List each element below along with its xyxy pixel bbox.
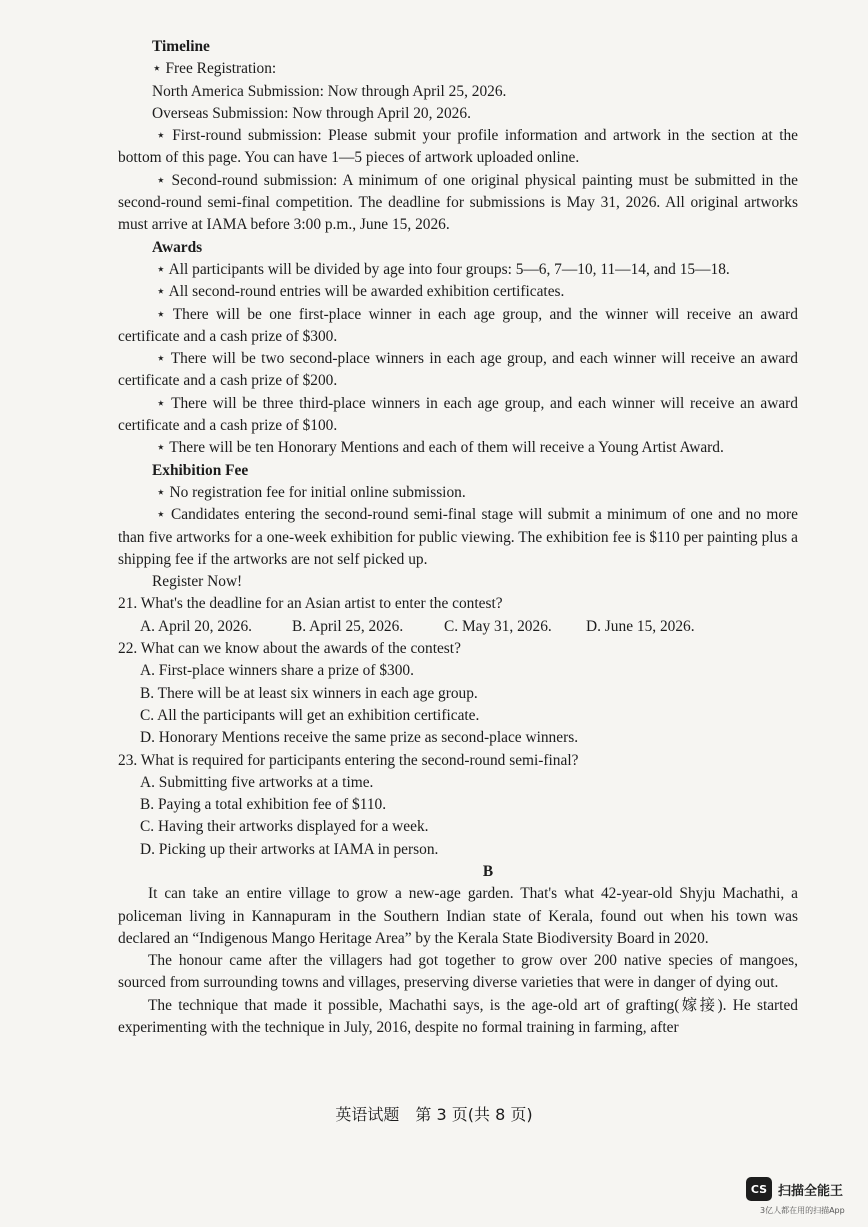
free-registration: ⋆ Free Registration: <box>152 60 277 78</box>
option-c[interactable]: C. All the participants will get an exhibition certificate. <box>140 706 480 724</box>
register-now: Register Now! <box>152 573 243 591</box>
option-d[interactable]: D. Honorary Mentions receive the same prize as second-place winners. <box>140 729 579 747</box>
awards-heading: Awards <box>152 238 203 256</box>
scanner-tagline: 3亿人都在用的扫描App <box>760 1206 845 1215</box>
award-item: ⋆ There will be two second-place winners in each age group, and each winner will receive an award certificate and a cash prize of $200. <box>118 350 798 390</box>
question-21-options <box>118 616 798 638</box>
passage-paragraph: The technique that made it possible, Machathi says, is the age-old art of grafting(嫁接). He started experimenting with the technique in July, 2016, despite no formal training in farming, after <box>118 996 798 1037</box>
option-b[interactable]: B. There will be at least six winners in each age group. <box>140 684 478 702</box>
candidates-text: ⋆ Candidates entering the second-round semi-final stage will submit a minimum of one and no more than five artworks for a one-week exhibition for public viewing. The exhibition fee is $110 per painting plus a shipping fee if the artworks are not self picked up. <box>118 506 798 568</box>
page-footer: 英语试题 第 3 页(共 8 页) <box>335 1105 533 1124</box>
option-c[interactable]: C. Having their artworks displayed for a week. <box>140 818 429 836</box>
no-fee-text: ⋆ No registration fee for initial online submission. <box>156 483 466 501</box>
exhibition-fee-heading: Exhibition Fee <box>152 461 249 479</box>
award-item: ⋆ All second-round entries will be awarded exhibition certificates. <box>156 283 565 301</box>
award-item: ⋆ There will be ten Honorary Mentions and each of them will receive a Young Artist Award. <box>156 439 724 457</box>
scanner-app-name: 扫描全能王 <box>778 1183 844 1199</box>
second-round-text: ⋆ Second-round submission: A minimum of one original physical painting must be submitted in the second-round semi-final competition. The deadline for submissions is May 31, 2026. All original artworks must arrive at IAMA before 3:00 p.m., June 15, 2026. <box>118 171 798 234</box>
first-round-text: ⋆ First-round submission: Please submit your profile information and artwork in the section at the bottom of this page. You can have 1—5 pieces of artwork uploaded online. <box>118 127 798 167</box>
overseas-submission: Overseas Submission: Now through April 20, 2026. <box>152 104 471 122</box>
scanner-logo-icon: CS <box>746 1177 772 1201</box>
option-d[interactable]: D. June 15, 2026. <box>586 617 695 635</box>
award-item: ⋆ There will be three third-place winners in each age group, and each winner will receive an award certificate and a cash prize of $100. <box>118 394 798 435</box>
option-c[interactable]: C. May 31, 2026. <box>444 617 552 635</box>
option-a[interactable]: A. Submitting five artworks at a time. <box>140 773 374 791</box>
option-b[interactable]: B. April 25, 2026. <box>292 617 404 635</box>
question-23: 23. What is required for participants entering the second-round semi-final? <box>118 751 579 769</box>
award-item: ⋆ All participants will be divided by age into four groups: 5—6, 7—10, 11—14, and 15—18. <box>156 260 730 278</box>
section-b-label: B <box>482 862 494 880</box>
option-d[interactable]: D. Picking up their artworks at IAMA in person. <box>140 840 439 858</box>
passage-paragraph: The honour came after the villagers had got together to grow over 200 native species of mangoes, sourced from surrounding towns and villages, preserving diverse varieties that were in danger of dying out. <box>118 952 798 992</box>
passage-paragraph: It can take an entire village to grow a new-age garden. That's what 42-year-old Shyju Machathi, a policeman living in Kannapuram in the Southern Indian state of Kerala, found out when his town was declared an “Indigenous Mango Heritage Area” by the Kerala State Biodiversity Board in 2020. <box>118 885 798 947</box>
award-item: ⋆ There will be one first-place winner in each age group, and the winner will receive an award certificate and a cash prize of $300. <box>118 305 798 345</box>
option-a[interactable]: A. April 20, 2026. <box>140 617 253 635</box>
page-content <box>118 36 798 1039</box>
option-b[interactable]: B. Paying a total exhibition fee of $110. <box>140 796 387 814</box>
timeline-heading: Timeline <box>152 38 210 55</box>
north-america-submission: North America Submission: Now through April 25, 2026. <box>152 82 507 100</box>
scanner-badge <box>746 1174 843 1204</box>
question-22: 22. What can we know about the awards of the contest? <box>118 640 461 658</box>
question-21: 21. What's the deadline for an Asian artist to enter the contest? <box>118 595 503 613</box>
option-a[interactable]: A. First-place winners share a prize of $300. <box>140 662 414 680</box>
